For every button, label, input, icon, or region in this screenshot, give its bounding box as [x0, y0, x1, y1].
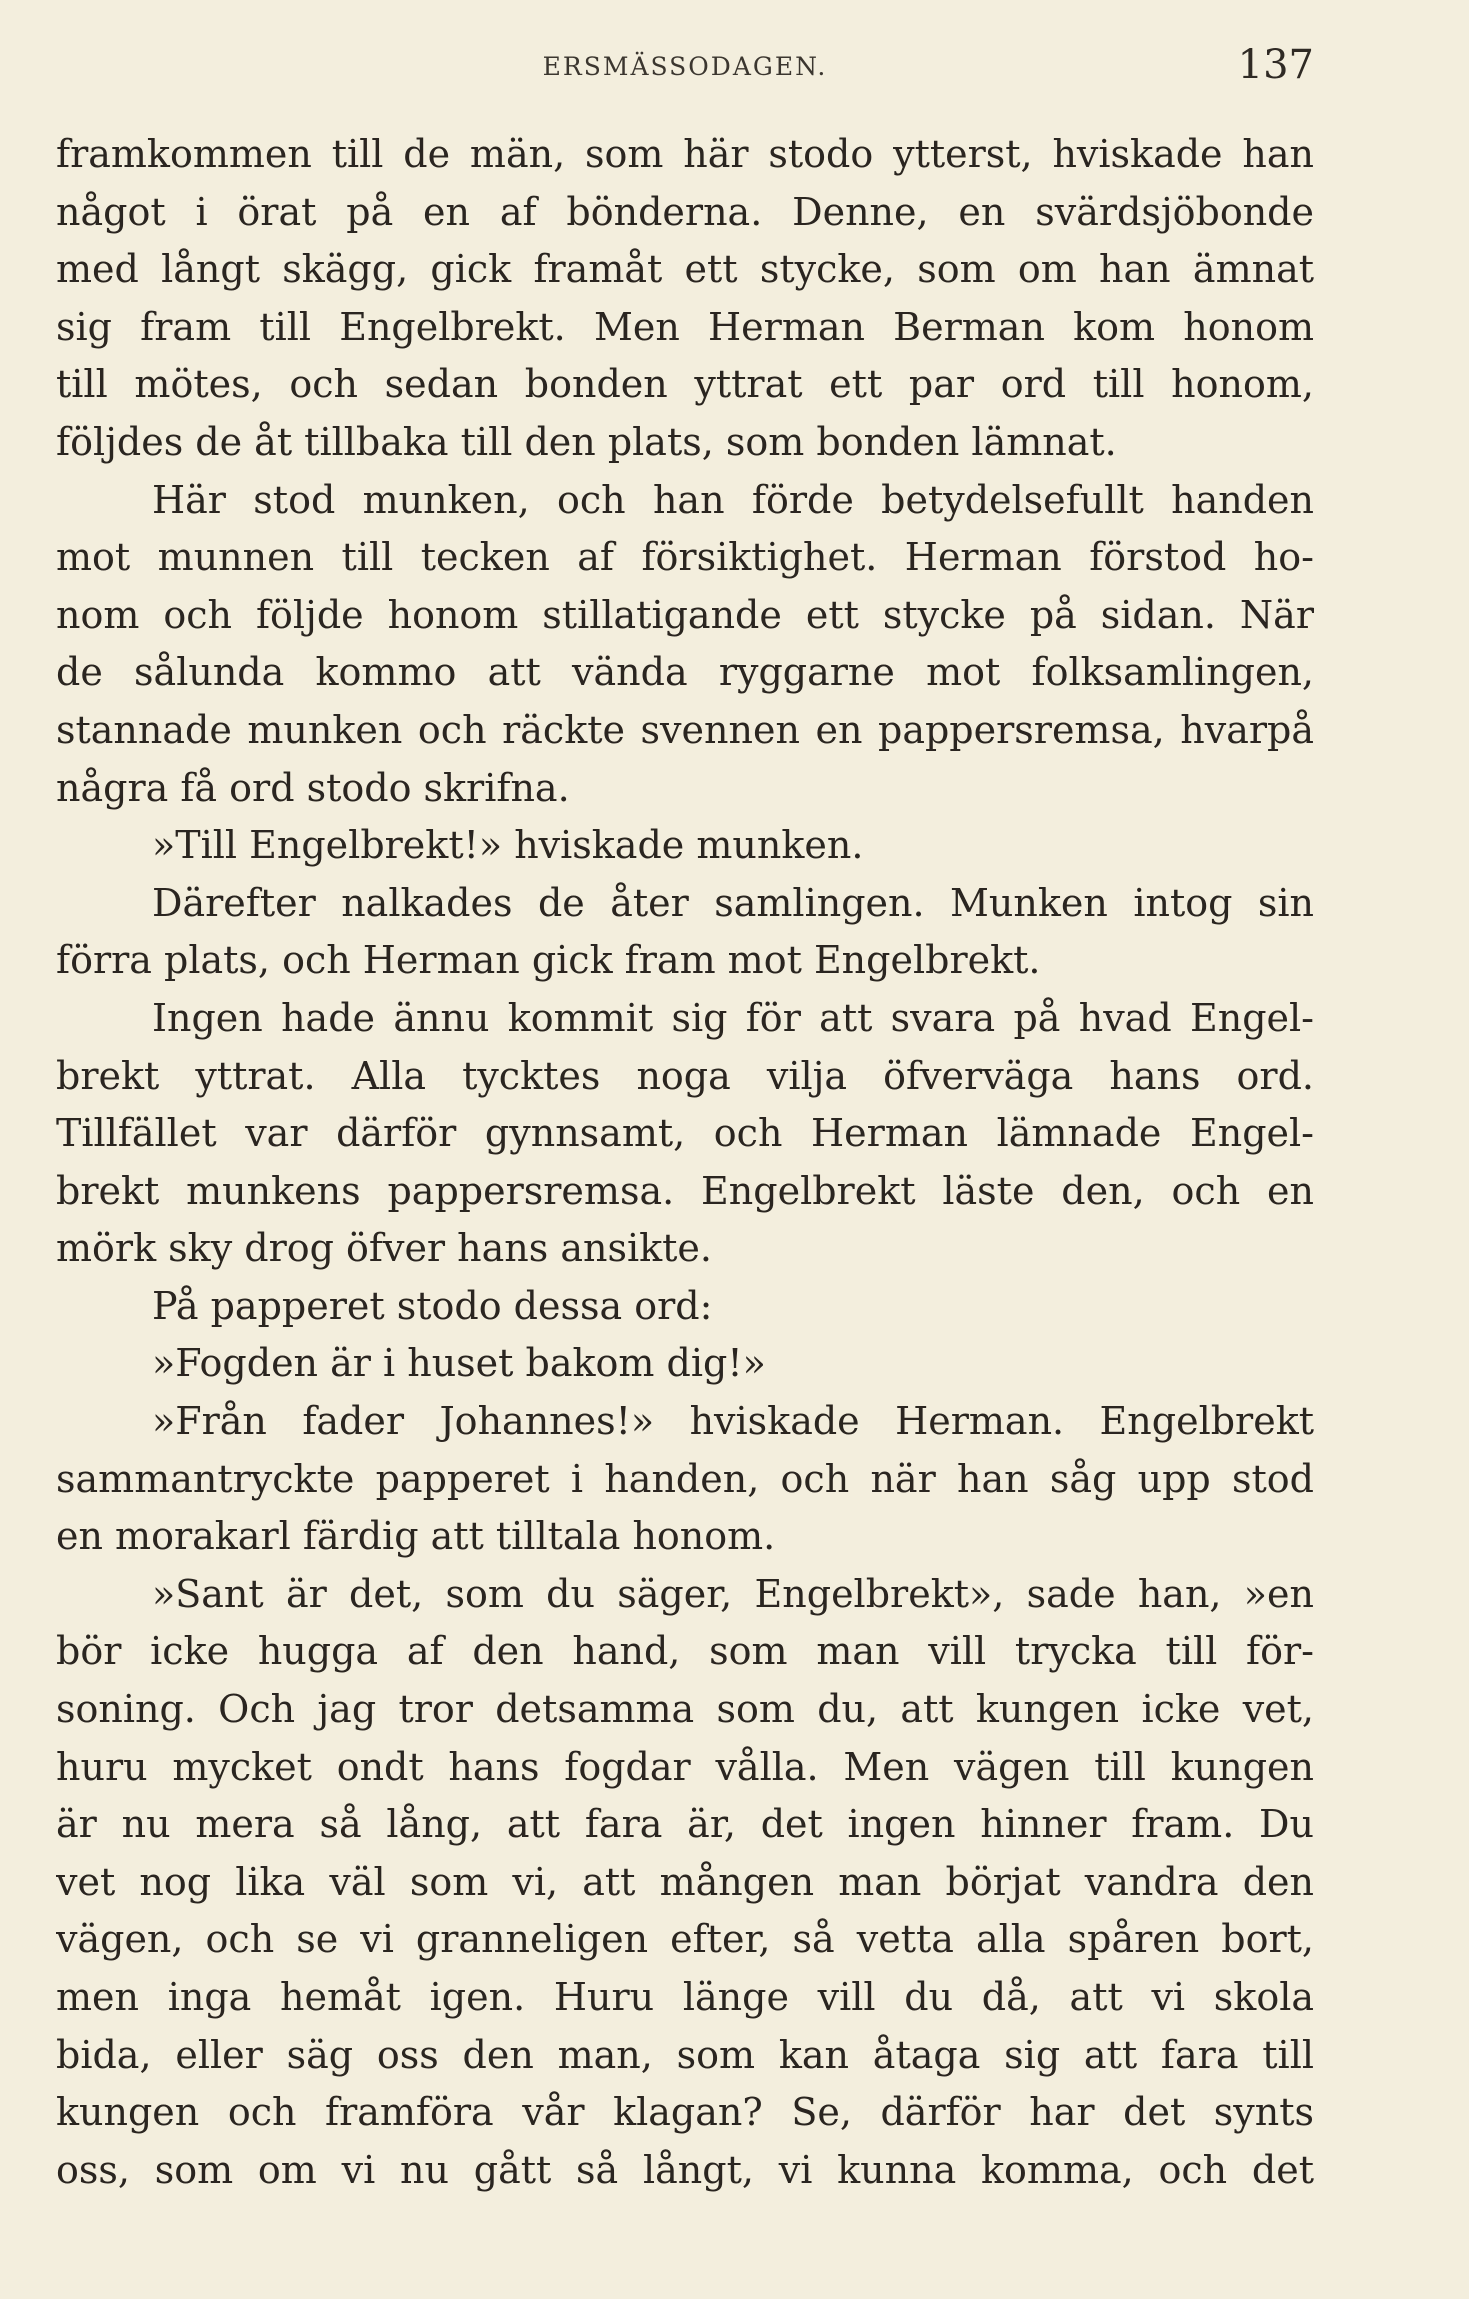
text-line: sig fram till Engelbrekt. Men Herman Berman kom honom	[56, 304, 1314, 349]
text-line: vägen, och se vi granneligen efter, så vetta alla spåren bort,	[56, 1917, 1314, 1962]
text-line: stannade munken och räckte svennen en pappersremsa, hvarpå	[56, 707, 1314, 752]
text-line: På papperet stodo dessa ord:	[152, 1283, 713, 1328]
text-line: Ingen hade ännu kommit sig för att svara på hvad Engel-	[152, 995, 1314, 1040]
text-line: nom och följde honom stillatigande ett stycke på sidan. När	[56, 592, 1314, 637]
text-line: är nu mera så lång, att fara är, det ingen hinner fram. Du	[56, 1802, 1314, 1847]
text-line: huru mycket ondt hans fogdar vålla. Men vägen till kungen	[56, 1744, 1314, 1789]
text-line: oss, som om vi nu gått så långt, vi kunna komma, och det	[56, 2147, 1314, 2192]
text-line: brekt yttrat. Alla tycktes noga vilja öfverväga hans ord.	[56, 1053, 1314, 1098]
running-head: ERSMÄSSODAGEN.	[542, 52, 828, 81]
text-line: »Sant är det, som du säger, Engelbrekt», sade han, »en	[152, 1571, 1314, 1616]
text-line: »Till Engelbrekt!» hviskade munken.	[152, 823, 864, 868]
text-line: bör icke hugga af den hand, som man vill trycka till för-	[56, 1629, 1314, 1674]
text-line: Här stod munken, och han förde betydelsefullt handen	[152, 477, 1314, 522]
text-line: några få ord stodo skrifna.	[56, 765, 570, 810]
text-line: sammantryckte papperet i handen, och när han såg upp stod	[56, 1456, 1314, 1501]
text-line: till mötes, och sedan bonden yttrat ett par ord till honom,	[56, 362, 1314, 407]
text-line: kungen och framföra vår klagan? Se, därför har det synts	[56, 2090, 1314, 2135]
text-line: men inga hemåt igen. Huru länge vill du då, att vi skola	[56, 1975, 1314, 2019]
text-line: mot munnen till tecken af försiktighet. Herman förstod ho-	[56, 535, 1314, 580]
text-line: med långt skägg, gick framåt ett stycke, som om han ämnat	[56, 247, 1314, 292]
text-line: Därefter nalkades de åter samlingen. Munken intog sin	[152, 880, 1314, 925]
text-line: något i örat på en af bönderna. Denne, en svärdsjöbonde	[56, 189, 1314, 234]
page-number: 137	[1237, 42, 1314, 88]
text-line: förra plats, och Herman gick fram mot Engelbrekt.	[56, 938, 1041, 983]
text-line: Tillfället var därför gynnsamt, och Herman lämnade Engel-	[56, 1111, 1314, 1156]
text-line: de sålunda kommo att vända ryggarne mot folksamlingen,	[56, 650, 1314, 695]
text-line: »Från fader Johannes!» hviskade Herman. Engelbrekt	[152, 1399, 1314, 1444]
page-header	[56, 42, 1314, 92]
text-line: framkommen till de män, som här stodo ytterst, hviskade han	[56, 132, 1314, 176]
text-line: brekt munkens pappersremsa. Engelbrekt läste den, och en	[56, 1168, 1314, 1213]
text-line: bida, eller säg oss den man, som kan åtaga sig att fara till	[56, 2032, 1314, 2077]
text-line: vet nog lika väl som vi, att mången man börjat vandra den	[56, 1859, 1314, 1904]
text-line: följdes de åt tillbaka till den plats, som bonden lämnat.	[56, 419, 1117, 464]
body-text	[56, 126, 1314, 2199]
text-line: mörk sky drog öfver hans ansikte.	[56, 1226, 713, 1271]
text-line: soning. Och jag tror detsamma som du, att kungen icke vet,	[56, 1687, 1314, 1732]
text-line: »Fogden är i huset bakom dig!»	[152, 1341, 766, 1386]
text-line: en morakarl färdig att tilltala honom.	[56, 1514, 776, 1559]
